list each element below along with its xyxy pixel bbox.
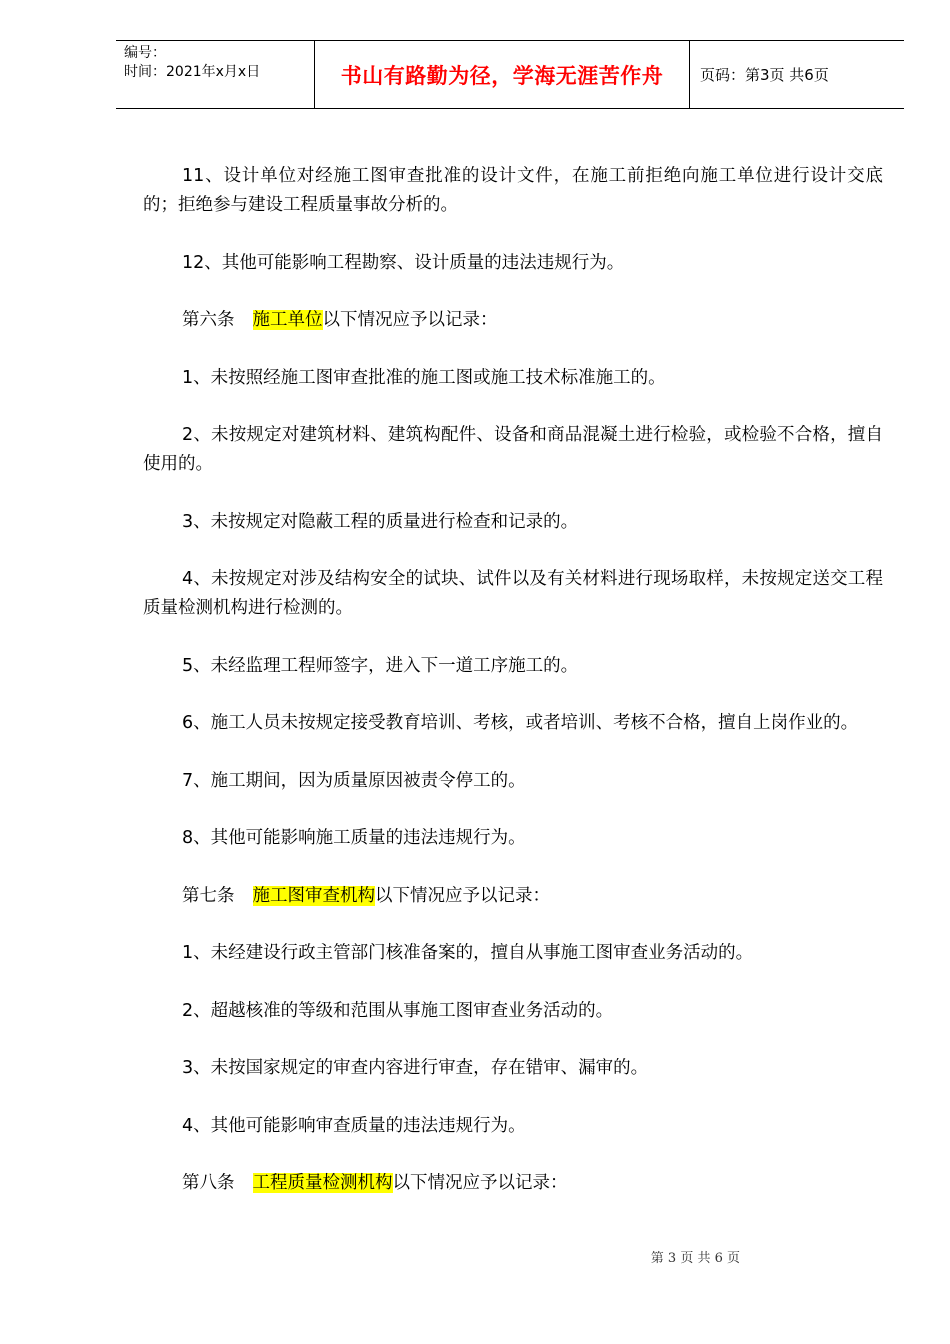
time-label: 时间：2021年x月x日 (124, 64, 261, 80)
article-8-suffix: 以下情况应予以记录： (392, 1173, 568, 1193)
article-7-item-2: 2、超越核准的等级和范围从事施工图审查业务活动的。 (182, 1000, 614, 1021)
article-6-item-8: 8、其他可能影响施工质量的违法违规行为。 (182, 828, 526, 848)
article-6-subject: 施工单位 (252, 310, 323, 330)
header-motto-cell (315, 41, 690, 108)
header-motto: 书山有路勤为径，学海无涯苦作舟 (340, 62, 664, 88)
article-8-subject: 工程质量检测机构 (252, 1173, 393, 1193)
clause-11: 11、设计单位对经施工图审查批准的设计文件，在施工前拒绝向施工单位进行设计交底的；拒绝参与建设工程质量事故分析的。 (143, 166, 883, 215)
article-7-item-4: 4、其他可能影响审查质量的违法违规行为。 (182, 1115, 526, 1136)
article-7-heading (143, 882, 883, 911)
clause-12: 12、其他可能影响工程勘察、设计质量的违法违规行为。 (182, 252, 625, 273)
article-7-item-3: 3、未按国家规定的审查内容进行审查，存在错审、漏审的。 (182, 1058, 649, 1078)
article-6-item-5: 5、未经监理工程师签字，进入下一道工序施工的。 (182, 655, 579, 676)
header-page-info: 页码：第3页 共6页 (700, 66, 829, 84)
article-8-heading (143, 1169, 883, 1198)
article-6-item-1: 1、未按照经施工图审查批准的施工图或施工技术标准施工的。 (182, 367, 666, 388)
article-6-heading (143, 306, 883, 335)
article-6-item-3: 3、未按规定对隐蔽工程的质量进行检查和记录的。 (182, 511, 579, 532)
article-6-number: 第六条 (182, 310, 235, 330)
article-6-item-6: 6、施工人员未按规定接受教育培训、考核，或者培训、考核不合格，擅自上岗作业的。 (182, 713, 859, 733)
article-7-suffix: 以下情况应予以记录： (375, 885, 550, 906)
page-header (116, 40, 904, 109)
article-6-suffix: 以下情况应予以记录： (322, 310, 498, 330)
serial-label: 编号： (124, 45, 166, 61)
article-6-item-7: 7、施工期间，因为质量原因被责令停工的。 (182, 770, 526, 791)
header-meta (116, 41, 315, 108)
article-6-item-2: 2、未按规定对建筑材料、建筑构配件、设备和商品混凝土进行检验，或检验不合格，擅自使用的。 (143, 425, 883, 474)
article-7-number: 第七条 (182, 885, 235, 906)
document-body (143, 162, 883, 1227)
page-footer: 第 3 页 共 6 页 (650, 1251, 740, 1266)
article-7-subject: 施工图审查机构 (252, 885, 375, 906)
article-6-item-4: 4、未按规定对涉及结构安全的试块、试件以及有关材料进行现场取样，未按规定送交工程质量检测机构进行检测的。 (143, 569, 883, 618)
article-8-number: 第八条 (182, 1173, 235, 1193)
article-7-item-1: 1、未经建设行政主管部门核准备案的，擅自从事施工图审查业务活动的。 (182, 943, 754, 963)
